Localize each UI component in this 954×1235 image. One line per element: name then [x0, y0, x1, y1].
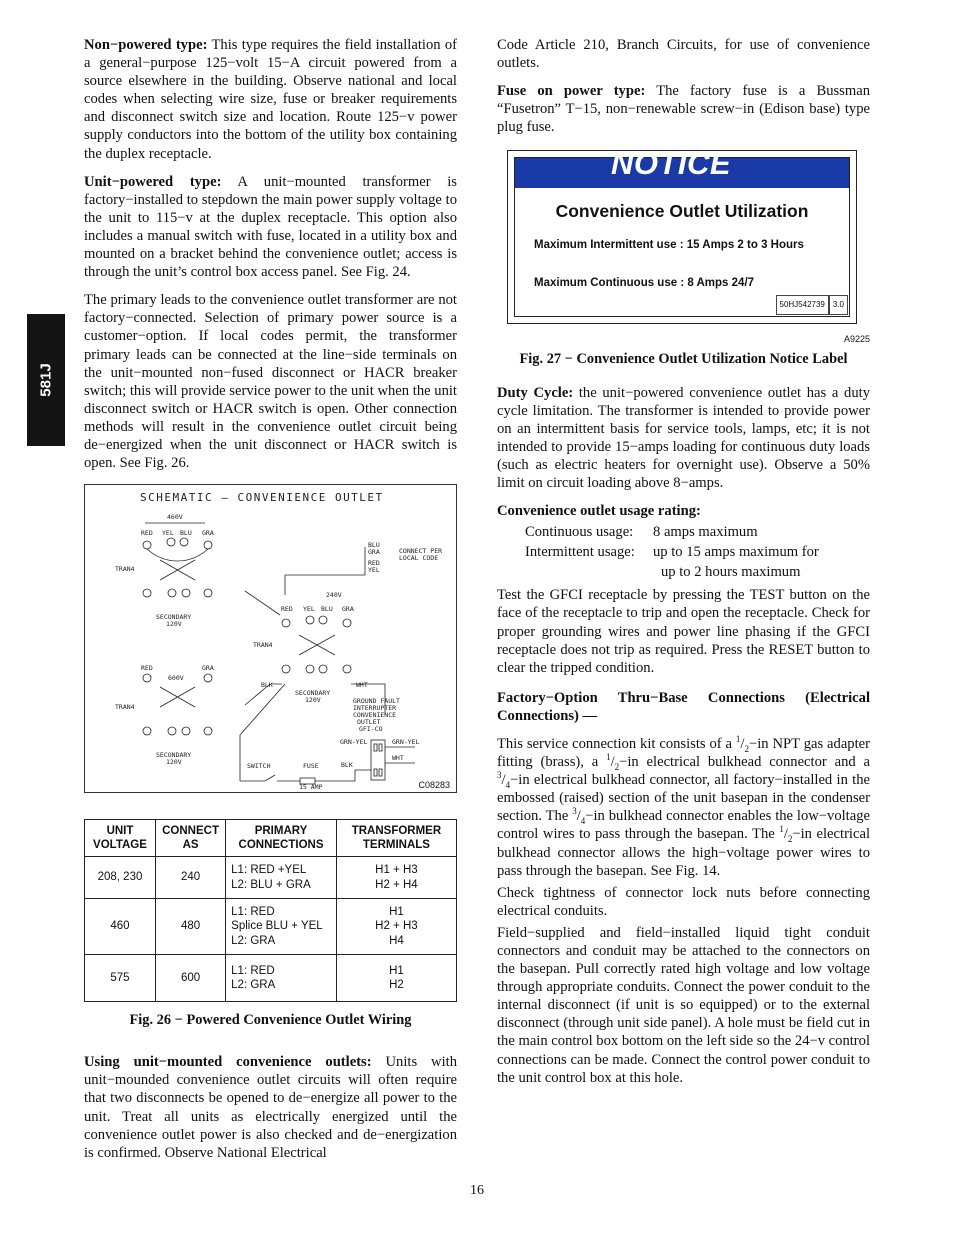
section-heading: Factory−Option Thru−Base Connections (Electrical Connections) —	[497, 689, 870, 724]
figure-caption: Fig. 26 − Powered Convenience Outlet Wiring	[129, 1012, 412, 1029]
transformer-240	[245, 541, 442, 715]
svg-text:BLU: BLU	[321, 605, 333, 614]
left-column	[84, 36, 457, 1172]
svg-text:INTERRUPTER: INTERRUPTER	[353, 704, 397, 713]
svg-text:GRA: GRA	[202, 664, 214, 673]
svg-text:SECONDARY: SECONDARY	[156, 751, 192, 760]
paragraph-connection-kit: This service connection kit consists of a $^1/_2-in$ NPT gas adapter fitting (brass), a $^1/_2-in$ electrical bulkhead connector and a $^3/_4-in$ electrical bulkhead connector, all factory−installed in the embossed (raised) section of the unit basepan in the condenser section. The $^3/_4-in$ bulkhead connector enables the low−voltage control wires to pass through the basepan. The $^1/_2-in$ electrical bulkhead connector allows the high−voltage power wires to pass through the basepan. See Fig. 14.	[497, 734, 870, 879]
svg-text:GROUND FAULT: GROUND FAULT	[353, 697, 400, 706]
svg-text:RED: RED	[281, 605, 293, 614]
paragraph-non-powered: Non−powered type: This type requires the field installation of a general−purpose 125−volt 15−A circuit powered from a source elsewhere in the building. Observe national and local codes when selecting wire size, fuse or breaker requirements and disconnect switch size and location. Route 125−v power supply conductors into the bottom of the utility box containing the duplex receptacle.	[84, 37, 458, 162]
svg-text:460V: 460V	[167, 513, 183, 522]
paragraph-using-outlets: Using unit−mounted convenience outlets: Units with unit−mounded convenience outlet circuits will often require that two disconnects be opened to de−energize all power to the unit. Treat all units as electrically energized until the convenience outlet power is also checked and de−energization is confirmed. Observe National Electrical	[84, 1054, 457, 1161]
svg-text:BLU: BLU	[180, 529, 192, 538]
notice-line: Maximum Intermittent use : 15 Amps 2 to 3 Hours	[534, 238, 804, 251]
paragraph-duty-cycle: Duty Cycle: the unit−powered convenience outlet has a duty cycle limitation. The transformer is intended to provide power on an intermittent basis for service tools, lamps, etc; it is not intended to provide 15−amps loading for continuous duty loads (such as electric heaters for overnight use). Observe a 50% limit on circuit loading above 8−amps.	[497, 384, 870, 492]
table-header: CONNECT AS	[155, 820, 225, 857]
svg-text:SCHEMATIC – CONVENIENCE OUTLET: SCHEMATIC – CONVENIENCE OUTLET	[140, 491, 384, 505]
voltage-table	[84, 819, 457, 1002]
svg-text:600V: 600V	[168, 674, 184, 683]
notice-part-code: 50HJ542739 3.0	[776, 295, 849, 315]
paragraph-unit-powered: Unit−powered type: A unit−mounted transformer is factory−installed to stepdown the main power supply voltage to the unit to 115−v at the duplex receptacle. This option also includes a manual switch with fuse, located in a utility box and mounted on a bracket behind the convenience outlet; access is through the unit’s control box access panel. See Fig. 24.	[84, 173, 457, 281]
svg-text:FUSE: FUSE	[303, 762, 319, 771]
transformer-600	[115, 664, 214, 766]
paragraph-conduit: Field−supplied and field−installed liquid tight conduit connectors and conduit may be attached to the connectors on the basepan. Pull correctly rated high voltage and low voltage through appropriate conduits. Connect the power conduit to the internal disconnect (if unit is so equipped) or to the external disconnect (through unit side panel). A hole must be field cut in the main control box bottom on the left side so the 24−v control connections can be made. Connect the control power conduit to the unit control box at this hole.	[497, 924, 871, 1086]
svg-text:CONNECT PER: CONNECT PER	[399, 547, 443, 556]
figure-caption: Fig. 27 − Convenience Outlet Utilization Notice Label	[519, 350, 848, 367]
svg-text:OUTLET: OUTLET	[357, 718, 381, 727]
svg-text:GRN-YEL: GRN-YEL	[340, 738, 368, 747]
notice-title: Convenience Outlet Utilization	[555, 201, 809, 222]
svg-text:YEL: YEL	[303, 605, 315, 614]
notice-line: Maximum Continuous use : 8 Amps 24/7	[534, 276, 755, 289]
svg-text:RED: RED	[368, 559, 380, 568]
convenience-outlet-schematic	[85, 485, 456, 792]
svg-text:BLU: BLU	[368, 541, 380, 550]
svg-text:240V: 240V	[326, 591, 342, 600]
page-number: 16	[470, 1183, 484, 1198]
svg-text:15 AMP: 15 AMP	[299, 783, 323, 792]
table-row: 460 480 L1: RED Splice BLU + YEL L2: GRA H1 H2 + H3 H4	[85, 899, 457, 955]
svg-text:RED: RED	[141, 664, 153, 673]
paragraph-primary-leads: The primary leads to the convenience outlet transformer are not factory−connected. Selection of primary power source is a customer−option. If local codes permit, the transformer primary leads can be connected at the line−side terminals on the unit−mounted non−fused disconnect or HACR breaker switch; this will provide service power to the unit when the unit disconnect switch or HACR switch is open. Other connection methods will result in the convenience outlet circuit being de−energized when the unit disconnect or HACR switch is open. See Fig. 26.	[84, 292, 457, 472]
svg-text:SWITCH: SWITCH	[247, 762, 271, 771]
svg-text:120V: 120V	[166, 620, 182, 629]
svg-text:BLK: BLK	[261, 681, 273, 690]
transformer-460	[115, 513, 214, 628]
side-tab: 581J	[27, 314, 65, 446]
svg-text:TRAN4: TRAN4	[115, 703, 135, 712]
svg-text:TRAN4: TRAN4	[253, 641, 273, 650]
svg-text:LOCAL CODE: LOCAL CODE	[399, 554, 439, 563]
svg-text:WHT: WHT	[356, 681, 368, 690]
rating-intermittent: Intermittent usage: up to 15 amps maximum for up to 2 hours maximum	[525, 544, 819, 581]
svg-text:WHT: WHT	[392, 754, 404, 763]
table-header: PRIMARY CONNECTIONS	[226, 820, 337, 857]
table-header: TRANSFORMER TERMINALS	[336, 820, 456, 857]
notice-label	[507, 146, 857, 324]
paragraph-lock-nuts: Check tightness of connector lock nuts before connecting electrical conduits.	[497, 884, 870, 919]
right-column	[497, 36, 870, 1097]
svg-text:YEL: YEL	[162, 529, 174, 538]
svg-text:SECONDARY: SECONDARY	[156, 613, 192, 622]
svg-text:CONVENIENCE: CONVENIENCE	[353, 711, 397, 720]
table-row: 575 600 L1: RED L2: GRA H1 H2	[85, 955, 457, 1002]
svg-text:TRAN4: TRAN4	[115, 565, 135, 574]
figure-code: A9225	[843, 334, 870, 345]
svg-text:BLK: BLK	[341, 761, 353, 770]
svg-text:GRA: GRA	[368, 548, 380, 557]
figure-code: C08283	[418, 780, 450, 791]
svg-text:SECONDARY: SECONDARY	[295, 689, 331, 698]
svg-text:GRA: GRA	[202, 529, 214, 538]
svg-text:GFI-CO: GFI-CO	[359, 725, 383, 734]
table-row: 208, 230 240 L1: RED +YEL L2: BLU + GRA H1 + H3 H2 + H4	[85, 857, 457, 899]
svg-text:YEL: YEL	[368, 566, 380, 575]
rating-heading: Convenience outlet usage rating:	[497, 503, 701, 520]
svg-text:120V: 120V	[305, 696, 321, 705]
svg-text:120V: 120V	[166, 758, 182, 767]
paragraph-fuse: Fuse on power type: The factory fuse is a Bussman “Fusetron” T−15, non−renewable screw−in (Edison base) type plug fuse.	[497, 83, 870, 136]
schematic-figure	[84, 484, 457, 793]
svg-text:RED: RED	[141, 529, 153, 538]
table-header: UNIT VOLTAGE	[85, 820, 156, 857]
svg-text:GRA: GRA	[342, 605, 354, 614]
paragraph-code-article: Code Article 210, Branch Circuits, for use of convenience outlets.	[497, 37, 870, 72]
svg-text:GRN-YEL: GRN-YEL	[392, 738, 420, 747]
paragraph-gfci-test: Test the GFCI receptacle by pressing the TEST button on the face of the receptacle to trip and open the receptacle. Check for proper grounding wires and power line phasing if the GFCI receptacle does not trip as required. Press the RESET button to clear the tripped condition.	[497, 587, 870, 676]
gfi-outlet	[340, 697, 419, 780]
notice-header: NOTICE	[515, 158, 849, 188]
rating-continuous: Continuous usage: 8 amps maximum	[525, 524, 758, 541]
